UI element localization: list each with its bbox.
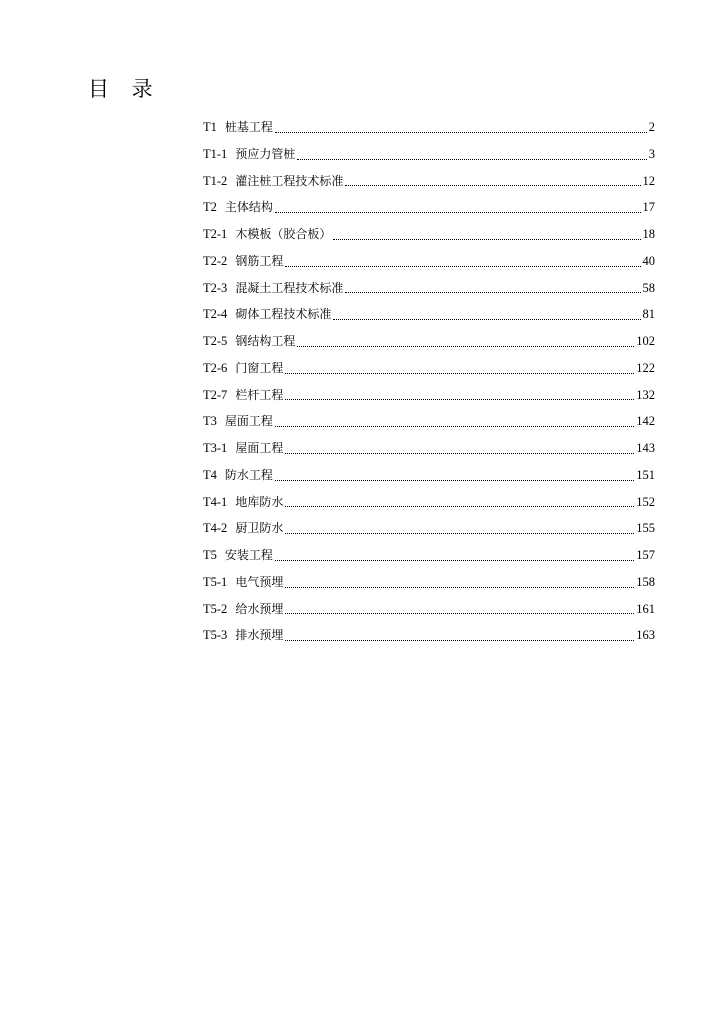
toc-entry-code: T1-1: [203, 146, 228, 161]
toc-entry-code: T1-2: [203, 173, 228, 188]
dot-leader: [285, 505, 634, 507]
toc-entry-page-number: 151: [636, 467, 655, 482]
dot-leader: [275, 131, 647, 133]
dot-leader: [345, 291, 640, 293]
toc-entry[interactable]: [203, 328, 655, 355]
dot-leader: [285, 398, 634, 400]
toc-entry-code: T5: [203, 548, 217, 562]
toc-entry-page-number: 158: [636, 574, 655, 589]
toc-entry-code: T2-2: [203, 253, 228, 268]
dot-leader: [285, 532, 634, 534]
toc-entry-title: 栏杆工程: [235, 387, 284, 402]
toc-entry[interactable]: [203, 542, 655, 569]
toc-entry-page-number: 40: [642, 253, 655, 268]
dot-leader: [275, 479, 634, 481]
toc-entry-title: 混凝土工程技术标准: [235, 280, 344, 295]
toc-entry[interactable]: [203, 114, 655, 141]
dot-leader: [345, 184, 640, 186]
toc-entry-page-number: 81: [642, 307, 655, 322]
toc-entry-code: T2-4: [203, 307, 228, 322]
toc-entry-code: T2-5: [203, 334, 228, 348]
toc-entry[interactable]: [203, 194, 655, 221]
toc-entry-code: T4-2: [203, 521, 228, 536]
toc-entry-title: 屋面工程: [224, 414, 273, 429]
toc-entry[interactable]: [203, 221, 655, 248]
toc-entry[interactable]: [203, 435, 655, 462]
toc-entry-page-number: 142: [636, 414, 655, 429]
toc-entry-title: 屋面工程: [235, 441, 284, 455]
toc-entry[interactable]: [203, 382, 655, 409]
toc-entry-title: 门窗工程: [235, 360, 284, 375]
toc-entry-page-number: 2: [648, 120, 655, 134]
toc-entry-code: T5-3: [203, 628, 228, 643]
toc-entry-code: T2-7: [203, 387, 228, 402]
toc-entry[interactable]: [203, 168, 655, 195]
toc-entry-title: 防水工程: [224, 467, 273, 482]
toc-entry-page-number: 3: [648, 146, 655, 161]
dot-leader: [275, 425, 634, 427]
toc-entry-code: T2-1: [203, 227, 228, 241]
toc-entry-title: 安装工程: [224, 548, 273, 562]
dot-leader: [297, 158, 646, 160]
dot-leader: [285, 452, 634, 454]
toc-entry[interactable]: [203, 622, 655, 649]
toc-entry-title: 砌体工程技术标准: [235, 307, 332, 322]
toc-entry-code: T3-1: [203, 441, 228, 455]
toc-entry-page-number: 17: [642, 200, 655, 215]
toc-entry[interactable]: [203, 489, 655, 516]
toc-entry-title: 排水预埋: [235, 628, 284, 643]
toc-entry[interactable]: [203, 462, 655, 489]
toc-entry-code: T2: [203, 200, 217, 215]
toc-entry-page-number: 102: [636, 334, 655, 348]
dot-leader: [285, 586, 634, 588]
toc-entry-title: 厨卫防水: [235, 521, 284, 536]
toc-entry-code: T4: [203, 467, 217, 482]
toc-entry-page-number: 163: [636, 628, 655, 643]
toc-entry-page-number: 58: [642, 280, 655, 295]
toc-entry-title: 灌注桩工程技术标准: [235, 173, 344, 188]
toc-entry-title: 给水预埋: [235, 601, 284, 616]
toc-entry-page-number: 152: [636, 494, 655, 509]
toc-entry-title: 电气预埋: [235, 574, 284, 589]
toc-entry-title: 桩基工程: [224, 120, 273, 134]
toc-entry-code: T3: [203, 414, 217, 429]
toc-entry[interactable]: [203, 569, 655, 596]
toc-entry-page-number: 12: [642, 173, 655, 188]
dot-leader: [285, 612, 634, 614]
toc-entry[interactable]: [203, 141, 655, 168]
table-of-contents: [203, 114, 655, 649]
dot-leader: [333, 238, 640, 240]
toc-entry-page-number: 157: [636, 548, 655, 562]
toc-entry-code: T5-2: [203, 601, 228, 616]
dot-leader: [333, 318, 640, 320]
toc-entry-title: 木模板（胶合板）: [235, 227, 332, 241]
toc-entry-page-number: 161: [636, 601, 655, 616]
dot-leader: [285, 265, 640, 267]
toc-entry-code: T1: [203, 120, 217, 134]
dot-leader: [285, 639, 634, 641]
toc-entry[interactable]: [203, 355, 655, 382]
toc-entry-page-number: 18: [642, 227, 655, 241]
dot-leader: [297, 345, 634, 347]
toc-entry-page-number: 132: [636, 387, 655, 402]
toc-entry-page-number: 122: [636, 360, 655, 375]
toc-entry-code: T5-1: [203, 574, 228, 589]
toc-entry-code: T4-1: [203, 494, 228, 509]
toc-entry[interactable]: [203, 408, 655, 435]
toc-entry[interactable]: [203, 275, 655, 302]
toc-entry-title: 地库防水: [235, 494, 284, 509]
dot-leader: [285, 372, 634, 374]
toc-entry-title: 主体结构: [224, 200, 273, 215]
dot-leader: [275, 211, 641, 213]
dot-leader: [275, 559, 634, 561]
toc-entry[interactable]: [203, 515, 655, 542]
toc-entry-page-number: 155: [636, 521, 655, 536]
toc-entry-page-number: 143: [636, 441, 655, 455]
toc-entry[interactable]: [203, 301, 655, 328]
toc-entry-title: 钢结构工程: [235, 334, 296, 348]
toc-entry-title: 预应力管桩: [235, 146, 296, 161]
toc-entry-code: T2-6: [203, 360, 228, 375]
toc-heading: 目 录: [88, 77, 161, 101]
toc-entry[interactable]: [203, 596, 655, 623]
toc-entry-title: 钢筋工程: [235, 253, 284, 268]
toc-entry-code: T2-3: [203, 280, 228, 295]
toc-entry[interactable]: [203, 248, 655, 275]
